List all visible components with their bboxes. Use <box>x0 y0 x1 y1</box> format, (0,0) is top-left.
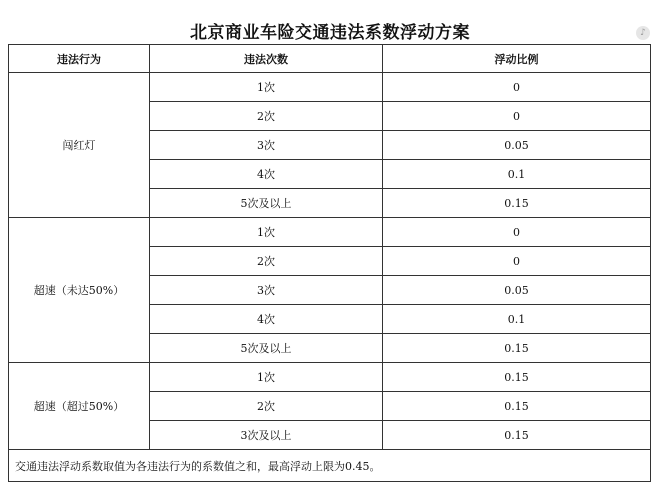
count-cell: 2次 <box>150 247 383 276</box>
tiktok-logo-icon: ♪ <box>636 26 650 40</box>
ratio-cell: 0.15 <box>383 189 651 218</box>
table-note: 交通违法浮动系数取值为各违法行为的系数值之和，最高浮动上限为0.45。 <box>9 450 651 482</box>
ratio-cell: 0.1 <box>383 160 651 189</box>
count-cell: 2次 <box>150 392 383 421</box>
count-cell: 1次 <box>150 218 383 247</box>
ratio-cell: 0 <box>383 73 651 102</box>
count-cell: 5次及以上 <box>150 189 383 218</box>
count-cell: 3次及以上 <box>150 421 383 450</box>
behavior-cell-speeding-under-50: 超速（未达50%） <box>9 218 150 363</box>
ratio-cell: 0 <box>383 218 651 247</box>
count-cell: 2次 <box>150 102 383 131</box>
ratio-cell: 0.05 <box>383 276 651 305</box>
count-cell: 5次及以上 <box>150 334 383 363</box>
count-cell: 4次 <box>150 160 383 189</box>
header-behavior: 违法行为 <box>9 45 150 73</box>
ratio-cell: 0.15 <box>383 334 651 363</box>
ratio-cell: 0 <box>383 247 651 276</box>
behavior-cell-speeding-over-50: 超速（超过50%） <box>9 363 150 450</box>
ratio-cell: 0 <box>383 102 651 131</box>
count-cell: 3次 <box>150 276 383 305</box>
table-header-row <box>9 45 651 73</box>
document-title: 北京商业车险交通违法系数浮动方案 <box>190 23 470 43</box>
count-cell: 1次 <box>150 363 383 392</box>
ratio-cell: 0.15 <box>383 392 651 421</box>
note-row <box>9 450 651 482</box>
ratio-cell: 0.15 <box>383 421 651 450</box>
ratio-cell: 0.05 <box>383 131 651 160</box>
count-cell: 3次 <box>150 131 383 160</box>
fluctuation-table <box>8 44 651 482</box>
behavior-cell-red-light: 闯红灯 <box>9 73 150 218</box>
ratio-cell: 0.1 <box>383 305 651 334</box>
ratio-cell: 0.15 <box>383 363 651 392</box>
header-count: 违法次数 <box>150 45 383 73</box>
table-row <box>9 363 651 392</box>
table-row <box>9 73 651 102</box>
header-ratio: 浮动比例 <box>383 45 651 73</box>
count-cell: 1次 <box>150 73 383 102</box>
table-row <box>9 218 651 247</box>
count-cell: 4次 <box>150 305 383 334</box>
